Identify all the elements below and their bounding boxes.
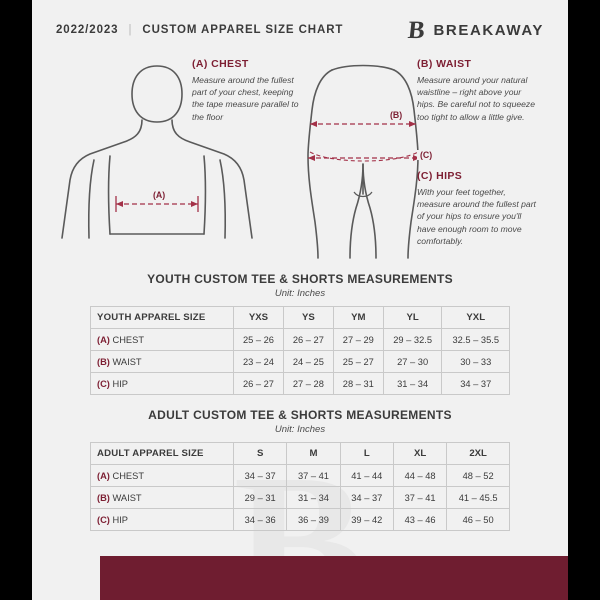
note-hips xyxy=(417,170,537,247)
table-row xyxy=(91,465,510,487)
adult-row-label-hip xyxy=(91,509,234,531)
adult-chest-l: 41 – 44 xyxy=(340,465,393,487)
adult-row-header: ADULT APPAREL SIZE xyxy=(91,443,234,465)
adult-size-table xyxy=(90,442,510,531)
footer-accent-bar xyxy=(100,556,568,600)
note-waist-title: (B) WAIST xyxy=(417,58,472,70)
youth-section xyxy=(90,272,510,395)
header-year: 2022/2023 xyxy=(56,24,119,36)
adult-hip-label: HIP xyxy=(112,514,128,525)
youth-chest-code: (A) xyxy=(97,334,110,345)
adult-waist-m: 31 – 34 xyxy=(287,487,340,509)
youth-chest-ys: 26 – 27 xyxy=(283,329,333,351)
adult-subtitle: Unit: Inches xyxy=(274,424,326,435)
youth-chest-label: CHEST xyxy=(112,334,145,345)
table-row xyxy=(91,351,510,373)
brand-logo xyxy=(408,18,544,43)
table-header-row xyxy=(91,443,510,465)
youth-row-label-waist xyxy=(91,351,234,373)
hips-marker-label: (C) xyxy=(417,150,435,160)
youth-waist-ym: 25 – 27 xyxy=(333,351,383,373)
note-waist-body: Measure around your natural waistline – right above your hips. Be careful not to squeeze too tight to allow a little give. xyxy=(417,75,536,122)
adult-chest-code: (A) xyxy=(97,470,110,481)
youth-col-0: YXS xyxy=(234,307,284,329)
adult-chest-xl: 44 – 48 xyxy=(393,465,446,487)
youth-hip-label: HIP xyxy=(112,378,128,389)
table-row xyxy=(91,509,510,531)
adult-row-label-waist xyxy=(91,487,234,509)
youth-size-table xyxy=(90,306,510,395)
youth-hip-yxs: 26 – 27 xyxy=(234,373,284,395)
chest-marker-label: (A) xyxy=(150,190,168,200)
youth-waist-yxl: 30 – 33 xyxy=(442,351,510,373)
adult-waist-xl: 37 – 41 xyxy=(393,487,446,509)
adult-hip-l: 39 – 42 xyxy=(340,509,393,531)
youth-hip-yxl: 34 – 37 xyxy=(442,373,510,395)
note-waist xyxy=(417,58,537,123)
adult-title: ADULT CUSTOM TEE & SHORTS MEASUREMENTS xyxy=(148,408,452,422)
adult-hip-xl: 43 – 46 xyxy=(393,509,446,531)
youth-chest-yl: 29 – 32.5 xyxy=(383,329,442,351)
adult-hip-s: 34 – 36 xyxy=(234,509,287,531)
note-hips-title: (C) HIPS xyxy=(417,170,463,182)
adult-col-3: XL xyxy=(393,443,446,465)
youth-waist-code: (B) xyxy=(97,356,110,367)
measurement-diagram xyxy=(32,52,568,267)
adult-hip-m: 36 – 39 xyxy=(287,509,340,531)
adult-chest-m: 37 – 41 xyxy=(287,465,340,487)
adult-waist-2xl: 41 – 45.5 xyxy=(447,487,510,509)
adult-section xyxy=(90,408,510,531)
youth-hip-yl: 31 – 34 xyxy=(383,373,442,395)
youth-row-label-chest xyxy=(91,329,234,351)
adult-waist-s: 29 – 31 xyxy=(234,487,287,509)
youth-row-header: YOUTH APPAREL SIZE xyxy=(91,307,234,329)
note-hips-body: With your feet together, measure around the fullest part of your hips to ensure you'll have enough room to move comfortably. xyxy=(417,187,536,246)
page-title: CUSTOM APPAREL SIZE CHART xyxy=(142,24,344,36)
table-row xyxy=(91,487,510,509)
adult-row-label-chest xyxy=(91,465,234,487)
youth-chest-yxs: 25 – 26 xyxy=(234,329,284,351)
adult-hip-code: (C) xyxy=(97,514,110,525)
note-chest xyxy=(192,58,302,123)
youth-row-label-hip xyxy=(91,373,234,395)
youth-waist-yxs: 23 – 24 xyxy=(234,351,284,373)
adult-waist-label: WAIST xyxy=(112,492,142,503)
size-chart-page xyxy=(32,0,568,600)
note-chest-body: Measure around the fullest part of your chest, keeping the tape measure parallel to the floor xyxy=(192,75,299,122)
youth-chest-ym: 27 – 29 xyxy=(333,329,383,351)
youth-col-3: YL xyxy=(383,307,442,329)
adult-chest-s: 34 – 37 xyxy=(234,465,287,487)
youth-hip-ym: 28 – 31 xyxy=(333,373,383,395)
adult-col-2: L xyxy=(340,443,393,465)
adult-waist-l: 34 – 37 xyxy=(340,487,393,509)
table-row xyxy=(91,373,510,395)
youth-title: YOUTH CUSTOM TEE & SHORTS MEASUREMENTS xyxy=(147,272,453,286)
adult-waist-code: (B) xyxy=(97,492,110,503)
header-separator: | xyxy=(128,24,133,36)
table-header-row xyxy=(91,307,510,329)
youth-waist-yl: 27 – 30 xyxy=(383,351,442,373)
adult-chest-2xl: 48 – 52 xyxy=(447,465,510,487)
adult-hip-2xl: 46 – 50 xyxy=(447,509,510,531)
adult-col-4: 2XL xyxy=(447,443,510,465)
brand-mark-icon: B xyxy=(406,16,426,44)
youth-hip-code: (C) xyxy=(97,378,110,389)
youth-waist-label: WAIST xyxy=(112,356,142,367)
youth-subtitle: Unit: Inches xyxy=(274,288,326,299)
youth-col-4: YXL xyxy=(442,307,510,329)
youth-hip-ys: 27 – 28 xyxy=(283,373,333,395)
adult-col-1: M xyxy=(287,443,340,465)
youth-waist-ys: 24 – 25 xyxy=(283,351,333,373)
page-header xyxy=(32,0,568,60)
header-title-group xyxy=(56,24,343,36)
adult-chest-label: CHEST xyxy=(112,470,145,481)
youth-chest-yxl: 32.5 – 35.5 xyxy=(442,329,510,351)
brand-name: BREAKAWAY xyxy=(433,21,544,39)
waist-marker-label: (B) xyxy=(387,110,405,120)
youth-col-2: YM xyxy=(333,307,383,329)
youth-col-1: YS xyxy=(283,307,333,329)
note-chest-title: (A) CHEST xyxy=(192,58,249,70)
adult-col-0: S xyxy=(234,443,287,465)
table-row xyxy=(91,329,510,351)
